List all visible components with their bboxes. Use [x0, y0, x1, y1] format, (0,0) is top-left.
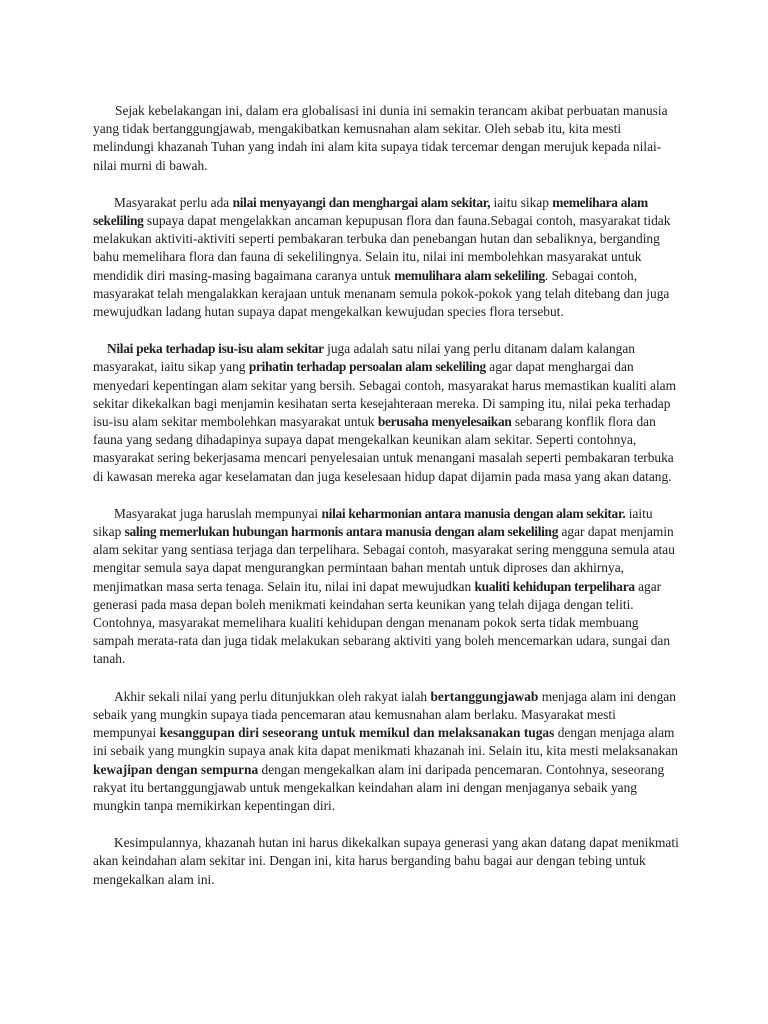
text-run: dengan menjaga alam ini sebaik yang mungkin supaya anak kita dapat menikmati khazanah ini. Selain itu, kita mesti melaksanakan: [93, 725, 678, 759]
text-run: menjaga alam ini dengan sebaik yang mungkin supaya tiada pencemaran atau kemusnahan alam berlaku. Masyarakat mesti mempunyai: [93, 688, 676, 741]
bold-phrase: bertanggungjawab: [430, 688, 539, 704]
paragraph-3: [93, 340, 682, 486]
text-run: juga adalah satu nilai yang perlu ditanam dalam kalangan masyarakat, iaitu sikap yang: [93, 341, 636, 375]
text-run: Masyarakat juga haruslah mempunyai: [114, 505, 322, 521]
text-run: agar dapat menghargai dan menyedari kepentingan alam sekitar yang bersih. Sebagai contoh, masyarakat harus memastikan kualiti alam sekitar dikekalkan bagi menjamin kesihatan serta kesejahteraan mereka. Di samping itu, nilai peka terhadap isu-isu alam sekitar membolehkan masyarakat untuk: [93, 359, 677, 430]
paragraph-6: [93, 834, 682, 889]
bold-phrase: kewajipan dengan sempurna: [93, 761, 259, 777]
bold-phrase: nilai keharmonian antara manusia dengan alam sekitar.: [321, 505, 626, 521]
text-run: agar dapat menjamin alam sekitar yang sentiasa terjaga dan terpelihara. Sebagai contoh, masyarakat sering mengguna semula atau mengitar semula saya dapat mengurangkan permintaan bahan mentah untuk diproses dan akhirnya, menjimatkan masa serta tenaga. Selain itu, nilai ini dapat mewujudkan: [93, 524, 675, 594]
text-run: dengan mengekalkan alam ini daripada pencemaran. Contohnya, seseorang rakyat itu bertanggungjawab untuk mengekalkan keindahan alam ini dengan menjaganya sebaik yang mungkin tanpa memikirkan kepentingan diri.: [93, 761, 665, 813]
bold-phrase: memelihara alam sekeliling: [93, 194, 648, 229]
text-run: . Sebagai contoh, masyarakat telah mengalakkan kerajaan untuk menanam semula pokok-pokok yang telah ditebang dan juga mewujudkan ladang hutan supaya dapat mengekalkan kewujudan species flora tersebut.: [93, 267, 670, 320]
text-run: agar generasi pada masa depan boleh menikmati keindahan serta keunikan yang telah dijaga dengan teliti. Contohnya, masyarakat memelihara kualiti kehidupan dengan menanam pokok serta tidak membuang sampah merata-rata dan juga tidak melakukan sebarang aktiviti yang boleh mencemarkan udara, sungai dan tanah.: [93, 578, 671, 667]
bold-phrase: kualiti kehidupan terpelihara: [474, 578, 635, 594]
text-run: iaitu sikap: [490, 194, 553, 210]
bold-phrase: nilai menyayangi dan menghargai alam sekitar,: [232, 194, 491, 210]
text-run: Kesimpulannya, khazanah hutan ini harus dikekalkan supaya generasi yang akan datang dapat menikmati akan keindahan alam sekitar ini. Dengan ini, kita harus berganding bahu bagai aur dengan tebing untuk mengekalkan alam ini.: [93, 835, 679, 887]
paragraph-1: [93, 102, 682, 175]
bold-phrase: kesanggupan diri seseorang untuk memikul dan melaksanakan tugas: [159, 725, 555, 741]
bold-phrase: memulihara alam sekeliling: [394, 267, 545, 283]
text-run: sebarang konflik flora dan fauna yang sedang dihadapinya supaya dapat mengekalkan keunikan alam sekitar. Seperti contohnya, masyarakat sering bekerjasama mencari penyelesaian untuk menangani masalah seperti pembakaran terbuka di kawasan mereka agar keselamatan dan juga keselesaan hidup dapat dijamin pada masa yang akan datang.: [93, 414, 674, 484]
paragraph-2: [93, 194, 682, 321]
document-body: [93, 102, 682, 889]
bold-phrase: prihatin terhadap persoalan alam sekeliling: [248, 359, 486, 375]
text-run: Akhir sekali nilai yang perlu ditunjukkan oleh rakyat ialah: [114, 688, 431, 704]
text-run: iaitu sikap: [93, 505, 653, 540]
text-run: Masyarakat perlu ada: [114, 194, 233, 210]
bold-phrase: saling memerlukan hubungan harmonis antara manusia dengan alam sekeliling: [124, 524, 559, 540]
text-run: supaya dapat mengelakkan ancaman kepupusan flora dan fauna.Sebagai contoh, masyarakat tidak melakukan aktiviti-aktiviti seperti pembakaran terbuka dan penebangan hutan dan sebaliknya, berganding bahu memelihara flora dan fauna di sekelilingnya. Selain itu, nilai ini membolehkan masyarakat untuk mendidik diri masing-masing bagaimana caranya untuk: [93, 213, 671, 283]
paragraph-4: [93, 505, 682, 669]
bold-phrase: berusaha menyelesaikan: [377, 414, 512, 430]
text-run: Sejak kebelakangan ini, dalam era globalisasi ini dunia ini semakin terancam akibat perbuatan manusia yang tidak bertanggungjawab, mengakibatkan kemusnahan alam sekitar. Oleh sebab itu, kita mesti melindungi khazanah Tuhan yang indah ini alam kita supaya tidak tercemar dengan merujuk kepada nilai-nilai murni di bawah.: [93, 103, 668, 173]
paragraph-5: [93, 688, 682, 815]
bold-phrase: Nilai peka terhadap isu-isu alam sekitar: [107, 341, 324, 357]
